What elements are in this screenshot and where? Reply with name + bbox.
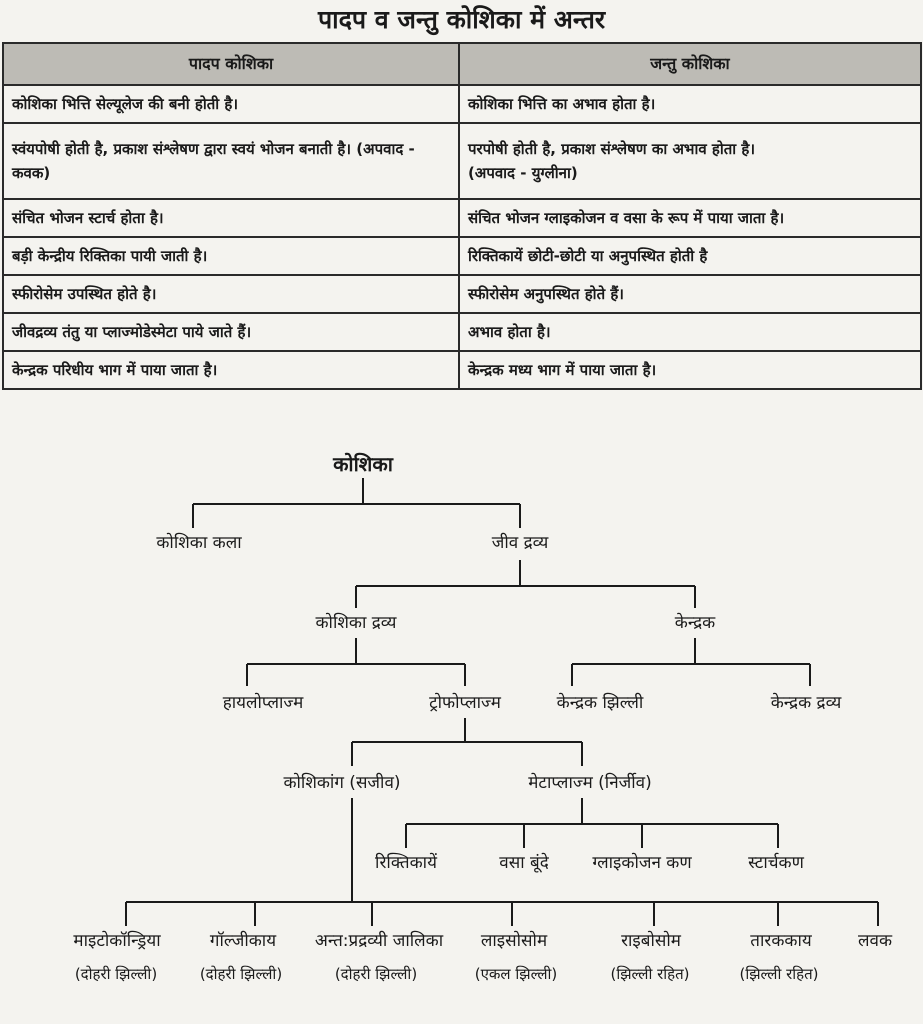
tree-node-plastid: लवक: [857, 931, 893, 951]
tree-node-centrosome: तारककाय: [750, 931, 812, 951]
tree-node-hyaloplasm: हायलोप्लाज्म: [222, 693, 304, 713]
plant-cell-value: कोशिका भित्ति सेल्यूलेज की बनी होती है।: [3, 85, 459, 123]
table-row: [3, 275, 921, 313]
tree-node-ribosome: राइबोसोम: [621, 931, 681, 951]
animal-cell-header: जन्तु कोशिका: [459, 43, 921, 85]
table-row: [3, 351, 921, 389]
plant-cell-value: स्वंयपोषी होती है, प्रकाश संश्लेषण द्वारा स्वयं भोजन बनाती है। (अपवाद - कवक): [3, 123, 459, 199]
tree-node-fat-droplets: वसा बूंदे: [499, 853, 549, 873]
tree-node-lysosome: लाइसोसोम: [480, 931, 548, 951]
table-row: [3, 123, 921, 199]
plant-cell-header: पादप कोशिका: [3, 43, 459, 85]
tree-node-starch-grains: स्टार्चकण: [748, 853, 804, 873]
table-row: [3, 237, 921, 275]
tree-node-metaplasm: मेटाप्लाज्म (निर्जीव): [528, 773, 652, 793]
tree-node-glycogen-granules: ग्लाइकोजन कण: [592, 853, 692, 873]
tree-node-organelles: कोशिकांग (सजीव): [283, 773, 401, 793]
plant-cell-value: बड़ी केन्द्रीय रिक्तिका पायी जाती है।: [3, 237, 459, 275]
tree-node-vacuoles: रिक्तिकायें: [375, 853, 437, 873]
plant-cell-value: संचित भोजन स्टार्च होता है।: [3, 199, 459, 237]
table-row: [3, 85, 921, 123]
tree-note-endoplasmic-reticulum: (दोहरी झिल्ली): [334, 965, 418, 983]
tree-node-nuclear-membrane: केन्द्रक झिल्ली: [556, 693, 644, 713]
tree-node-nucleus: केन्द्रक: [674, 613, 716, 633]
animal-cell-value: रिक्तिकायें छोटी-छोटी या अनुपस्थित होती है: [459, 237, 921, 275]
tree-node-cytoplasm: कोशिका द्रव्य: [315, 613, 397, 633]
animal-cell-text: परपोषी होती है, प्रकाश संश्लेषण का अभाव होता है।: [468, 140, 756, 158]
tree-node-golgi-body: गॉल्जीकाय: [209, 931, 277, 951]
table-header-row: [3, 43, 921, 85]
tree-note-ribosome: (झिल्ली रहित): [610, 965, 690, 983]
animal-cell-value: स्फीरोसेम अनुपस्थित होते हैं।: [459, 275, 921, 313]
tree-note-lysosome: (एकल झिल्ली): [474, 965, 558, 983]
table-row: [3, 199, 921, 237]
animal-cell-value: कोशिका भित्ति का अभाव होता है।: [459, 85, 921, 123]
animal-cell-value: अभाव होता है।: [459, 313, 921, 351]
plant-cell-value: केन्द्रक परिधीय भाग में पाया जाता है।: [3, 351, 459, 389]
animal-cell-value: केन्द्रक मध्य भाग में पाया जाता है।: [459, 351, 921, 389]
page-title: पादप व जन्तु कोशिका में अन्तर: [317, 5, 606, 34]
tree-note-mitochondria: (दोहरी झिल्ली): [74, 965, 158, 983]
tree-node-cell-membrane: कोशिका कला: [156, 533, 242, 553]
plant-cell-value: जीवद्रव्य तंतु या प्लाज्मोडेस्मेटा पाये जाते हैं।: [3, 313, 459, 351]
animal-cell-value: [459, 123, 921, 199]
comparison-table: [2, 42, 922, 390]
tree-note-centrosome: (झिल्ली रहित): [739, 965, 819, 983]
plant-cell-value: स्फीरोसेम उपस्थित होते है।: [3, 275, 459, 313]
tree-node-trophoplasm: ट्रोफोप्लाज्म: [429, 693, 501, 713]
tree-node-endoplasmic-reticulum: अन्त:प्रद्रव्यी जालिका: [314, 931, 444, 951]
table-row: [3, 313, 921, 351]
exception-note: (अपवाद - युग्लीना): [468, 164, 578, 182]
animal-cell-value: संचित भोजन ग्लाइकोजन व वसा के रूप में पाया जाता है।: [459, 199, 921, 237]
tree-node-mitochondria: माइटोकॉन्ड्रिया: [73, 931, 161, 951]
tree-note-golgi-body: (दोहरी झिल्ली): [199, 965, 283, 983]
tree-node-root: कोशिका: [333, 452, 393, 476]
tree-node-protoplasm: जीव द्रव्य: [491, 533, 549, 553]
tree-node-nucleoplasm: केन्द्रक द्रव्य: [770, 693, 842, 713]
